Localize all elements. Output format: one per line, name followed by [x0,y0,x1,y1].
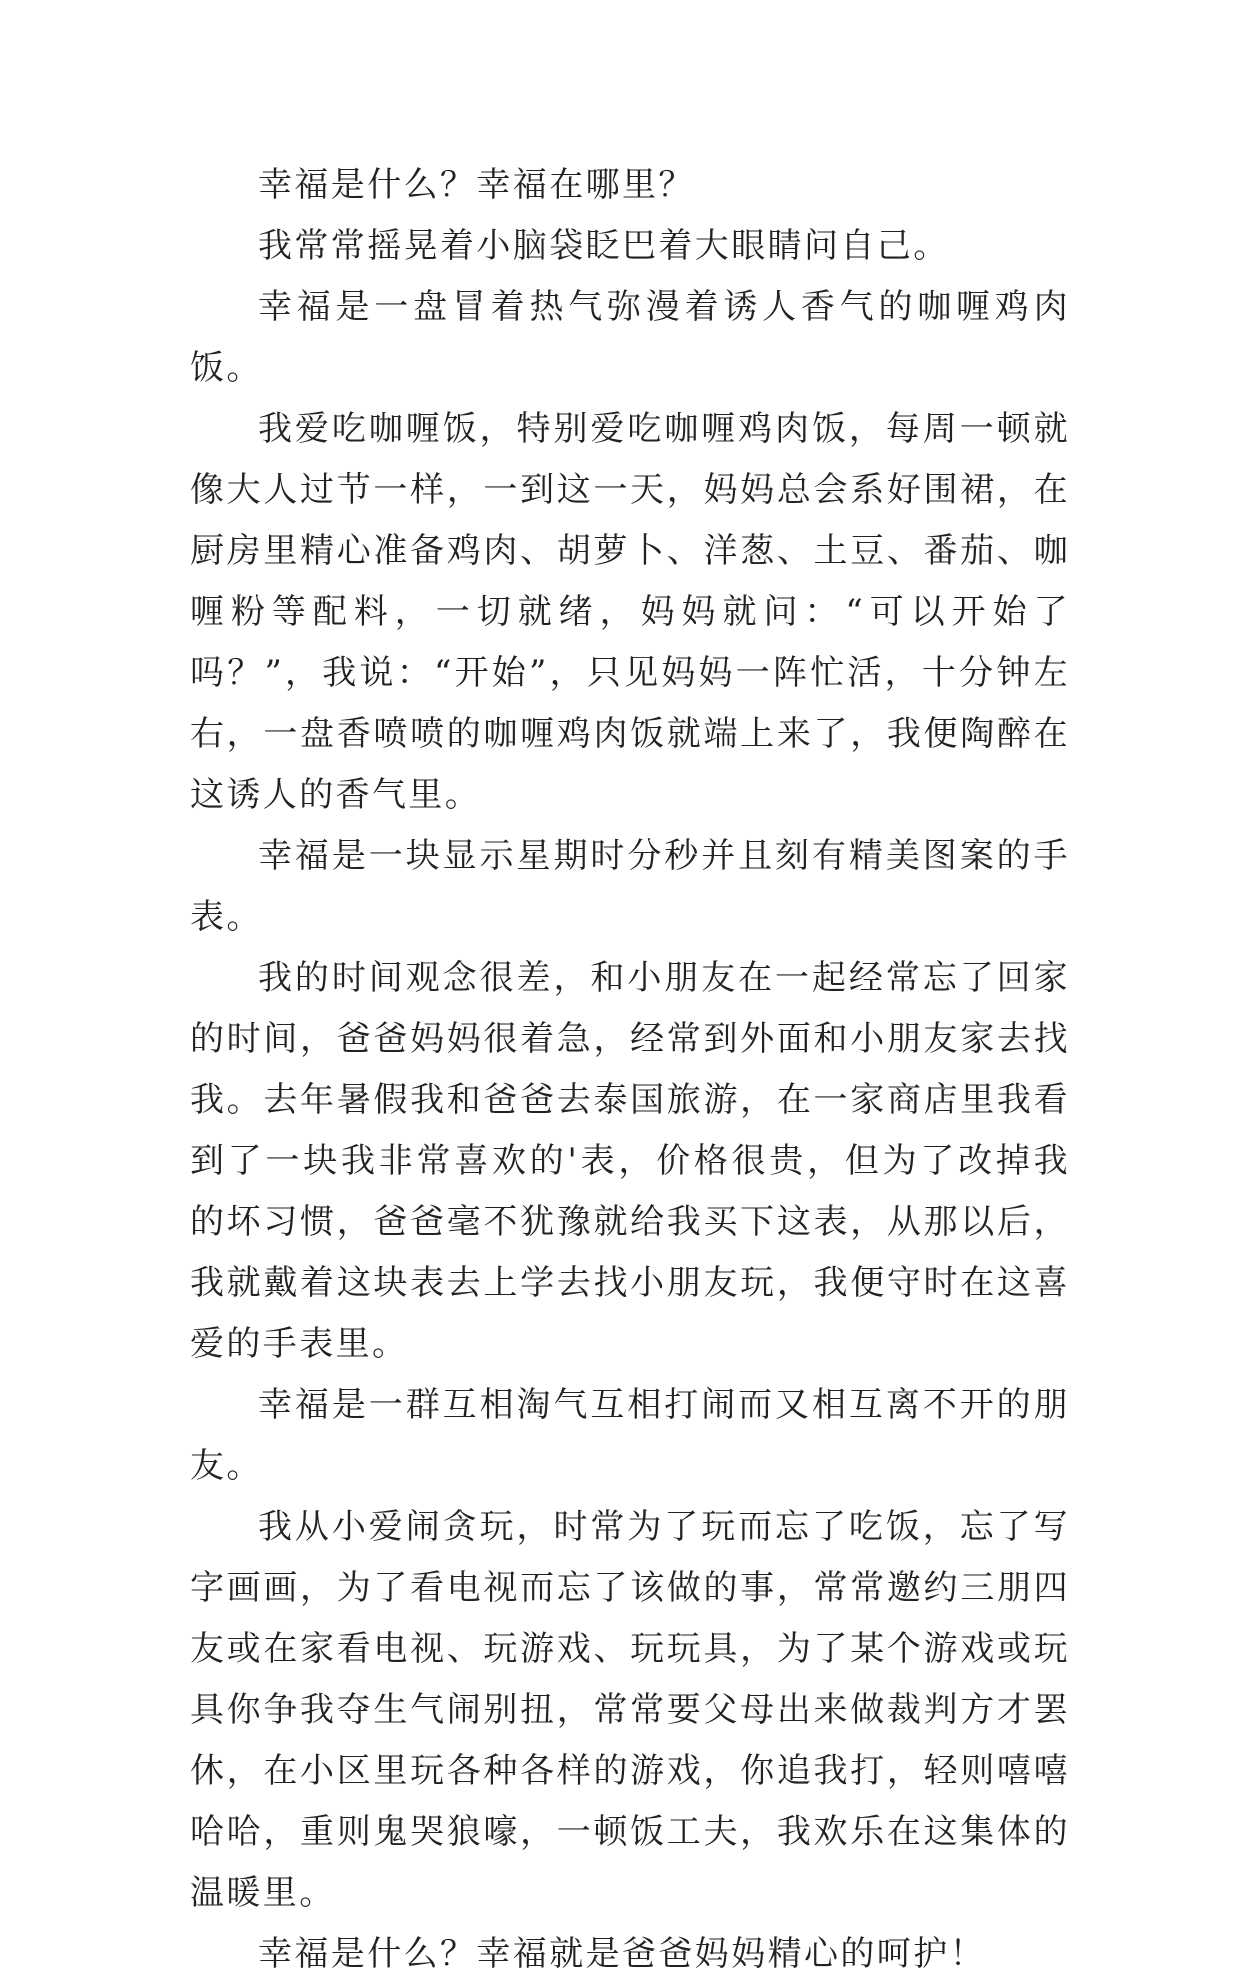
paragraph-1: 幸福是什么？幸福在哪里？ [258,165,695,205]
paragraph-4: 我爱吃咖喱饭，特别爱吃咖喱鸡肉饭，每周一顿就像大人过节一样，一到这一天，妈妈总会系好围裙，在厨房里精心准备鸡肉、胡萝卜、洋葱、土豆、番茄、咖喱粉等配料，一切就绪，妈妈就问：“可以开始了吗？”，我说：“开始”，只见妈妈一阵忙活，十分钟左右，一盘香喷喷的咖喱鸡肉饭就端上来了，我便陶醉在这诱人的香气里。 [190,409,1070,815]
paragraph-9: 幸福是什么？幸福就是爸爸妈妈精心的呵护！ [258,1934,986,1974]
paragraph-6: 我的时间观念很差，和小朋友在一起经常忘了回家的时间，爸爸妈妈很着急，经常到外面和小朋友家去找我。去年暑假我和爸爸去泰国旅游，在一家商店里我看到了一块我非常喜欢的'表，价格很贵，但为了改掉我的坏习惯，爸爸毫不犹豫就给我买下这表，从那以后，我就戴着这块表去上学去找小朋友玩，我便守时在这喜爱的手表里。 [190,958,1070,1364]
paragraph-3: 幸福是一盘冒着热气弥漫着诱人香气的咖喱鸡肉饭。 [190,287,1070,388]
paragraph-7: 幸福是一群互相淘气互相打闹而又相互离不开的朋友。 [190,1385,1070,1486]
paragraph-2: 我常常摇晃着小脑袋眨巴着大眼睛问自己。 [258,226,950,266]
paragraph-5: 幸福是一块显示星期时分秒并且刻有精美图案的手表。 [190,836,1070,937]
document-page [190,0,1070,1985]
document-body [190,0,1070,1985]
paragraph-8: 我从小爱闹贪玩，时常为了玩而忘了吃饭，忘了写字画画，为了看电视而忘了该做的事，常常邀约三朋四友或在家看电视、玩游戏、玩玩具，为了某个游戏或玩具你争我夺生气闹别扭，常常要父母出来做裁判方才罢休，在小区里玩各种各样的游戏，你追我打，轻则嘻嘻哈哈，重则鬼哭狼嚎，一顿饭工夫，我欢乐在这集体的温暖里。 [190,1507,1070,1913]
